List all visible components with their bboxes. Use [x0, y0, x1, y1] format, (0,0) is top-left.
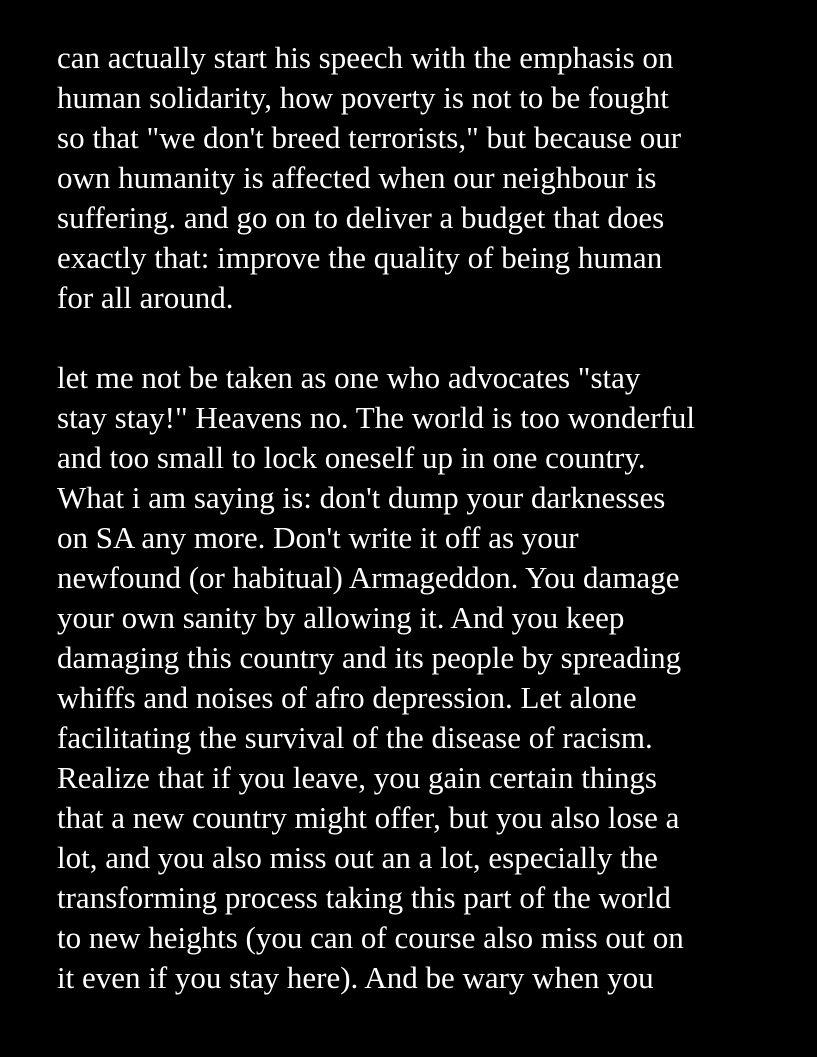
text-line: your own sanity by allowing it. And you keep	[57, 600, 625, 635]
text-line: can actually start his speech with the emphasis on	[57, 40, 674, 75]
text-line: facilitating the survival of the disease of racism.	[57, 720, 653, 755]
text-line: transforming process taking this part of the world	[57, 880, 671, 915]
text-line: let me not be taken as one who advocates "stay	[57, 360, 641, 395]
text-line: stay stay!" Heavens no. The world is too wonderful	[57, 400, 695, 435]
text-line: it even if you stay here). And be wary when you	[57, 960, 654, 995]
text-line: lot, and you also miss out an a lot, especially the	[57, 840, 658, 875]
text-line: human solidarity, how poverty is not to be fought	[57, 80, 669, 115]
paragraph-gap	[57, 318, 797, 358]
text-line: What i am saying is: don't dump your darknesses	[57, 480, 666, 515]
text-line: for all around.	[57, 280, 234, 315]
text-line: on SA any more. Don't write it off as your	[57, 520, 579, 555]
text-line: whiffs and noises of afro depression. Let alone	[57, 680, 637, 715]
text-line: damaging this country and its people by spreading	[57, 640, 682, 675]
text-line: exactly that: improve the quality of being human	[57, 240, 663, 275]
text-line: Realize that if you leave, you gain certain things	[57, 760, 657, 795]
text-line: that a new country might offer, but you also lose a	[57, 800, 680, 835]
text-line: to new heights (you can of course also miss out on	[57, 920, 684, 955]
text-line: so that "we don't breed terrorists," but because our	[57, 120, 682, 155]
text-line: own humanity is affected when our neighbour is	[57, 160, 657, 195]
body-text	[57, 38, 797, 998]
text-line: suffering. and go on to deliver a budget that does	[57, 200, 665, 235]
text-line: newfound (or habitual) Armageddon. You damage	[57, 560, 680, 595]
text-line: and too small to lock oneself up in one country.	[57, 440, 646, 475]
